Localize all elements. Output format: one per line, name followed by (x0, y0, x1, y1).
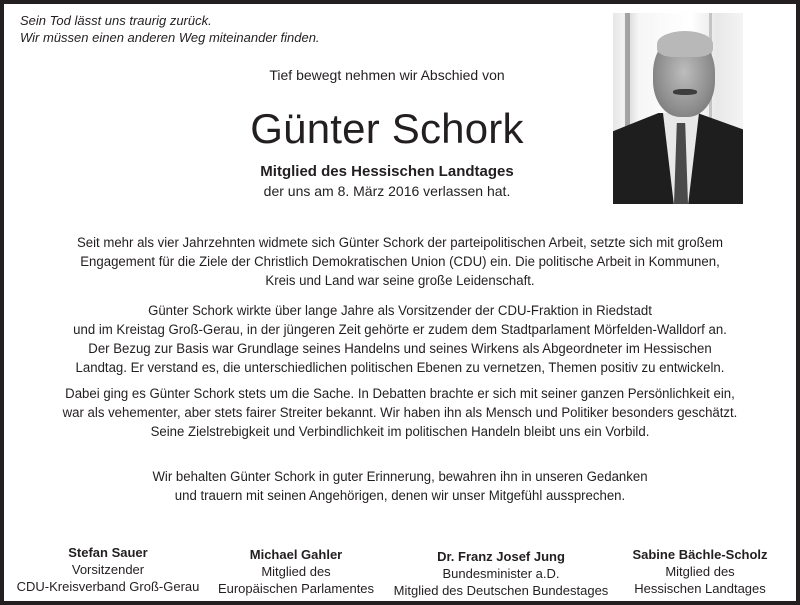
signatory-name: Sabine Bächle-Scholz (632, 547, 768, 562)
paragraph-line: Kreis und Land war seine große Leidenschaft. (265, 273, 535, 289)
paragraph-line: und trauern mit seinen Angehörigen, denen wir unser Mitgefühl aussprechen. (174, 488, 626, 504)
motto-line: Sein Tod lässt uns traurig zurück. (20, 13, 212, 28)
signatories (4, 544, 796, 601)
paragraph-line: war als vehementer, aber stets fairer Streiter bekannt. Wir haben ihn als Mensch und Politiker besonders geschätzt. (62, 405, 738, 421)
photo-background-window (625, 13, 630, 133)
photo-hair (657, 31, 713, 57)
photo-mustache (673, 89, 697, 95)
signatory-title: Mitglied des (261, 564, 331, 579)
paragraph-character (32, 385, 769, 442)
signatory-title: Vorsitzender (71, 562, 145, 577)
signatory (392, 548, 610, 599)
paragraph-line: Dabei ging es Günter Schork stets um die Sache. In Debatten brachte er sich mit seiner ganzen Persönlichkeit ein, (65, 386, 735, 402)
portrait-photo (613, 13, 743, 204)
signatory (210, 546, 382, 597)
signatory-title: Bundesminister a.D. (442, 566, 560, 581)
deceased-role: Mitglied des Hessischen Landtages (260, 163, 514, 180)
paragraph-line: Landtag. Er verstand es, die unterschiedlichen politischen Ebenen zu vernetzen, Themen positiv zu entwickeln. (75, 360, 725, 376)
paragraph-line: Engagement für die Ziele der Christlich Demokratischen Union (CDU) ein. Die politische Arbeit in Kommunen, (80, 254, 720, 270)
signatory-name: Michael Gahler (249, 547, 343, 562)
deceased-name: Günter Schork (250, 105, 524, 152)
paragraph-offices (32, 302, 769, 378)
paragraph-remembrance (32, 468, 769, 506)
paragraph-line: und im Kreistag Groß-Gerau, in der jüngeren Zeit gehörte er zudem dem Stadtparlament Mörfelden-Walldorf an. (73, 322, 727, 338)
date-of-death: der uns am 8. März 2016 verlassen hat. (263, 183, 511, 199)
signatory-title: CDU-Kreisverband Groß-Gerau (16, 579, 200, 594)
signatory (620, 546, 780, 597)
paragraph-career (32, 234, 769, 291)
signatory-title: Mitglied des Deutschen Bundestages (393, 583, 609, 598)
signatory-title: Europäischen Parlamentes (217, 581, 375, 596)
paragraph-line: Seit mehr als vier Jahrzehnten widmete sich Günter Schork der parteipolitischen Arbeit, setzte sich mit großem (76, 235, 724, 251)
signatory-title: Hessischen Landtages (634, 581, 766, 596)
motto-line: Wir müssen einen anderen Weg miteinander finden. (20, 30, 320, 45)
paragraph-line: Günter Schork wirkte über lange Jahre als Vorsitzender der CDU-Fraktion in Riedstadt (148, 303, 652, 319)
signatory-title: Mitglied des (665, 564, 735, 579)
paragraph-line: Seine Zielstrebigkeit und Verbindlichkeit im politischen Handeln bleibt uns ein Vorbild. (150, 424, 650, 440)
obituary-notice (4, 4, 796, 601)
signatory (8, 544, 208, 595)
paragraph-line: Wir behalten Günter Schork in guter Erinnerung, bewahren ihn in unseren Gedanken (152, 469, 648, 485)
motto (20, 12, 320, 46)
signatory-name: Stefan Sauer (68, 545, 148, 560)
paragraph-line: Der Bezug zur Basis war Grundlage seines Handelns und seines Wirkens als Abgeordneter im Hessischen (88, 341, 712, 357)
signatory-name: Dr. Franz Josef Jung (437, 549, 565, 564)
intro-text: Tief bewegt nehmen wir Abschied von (269, 67, 505, 83)
